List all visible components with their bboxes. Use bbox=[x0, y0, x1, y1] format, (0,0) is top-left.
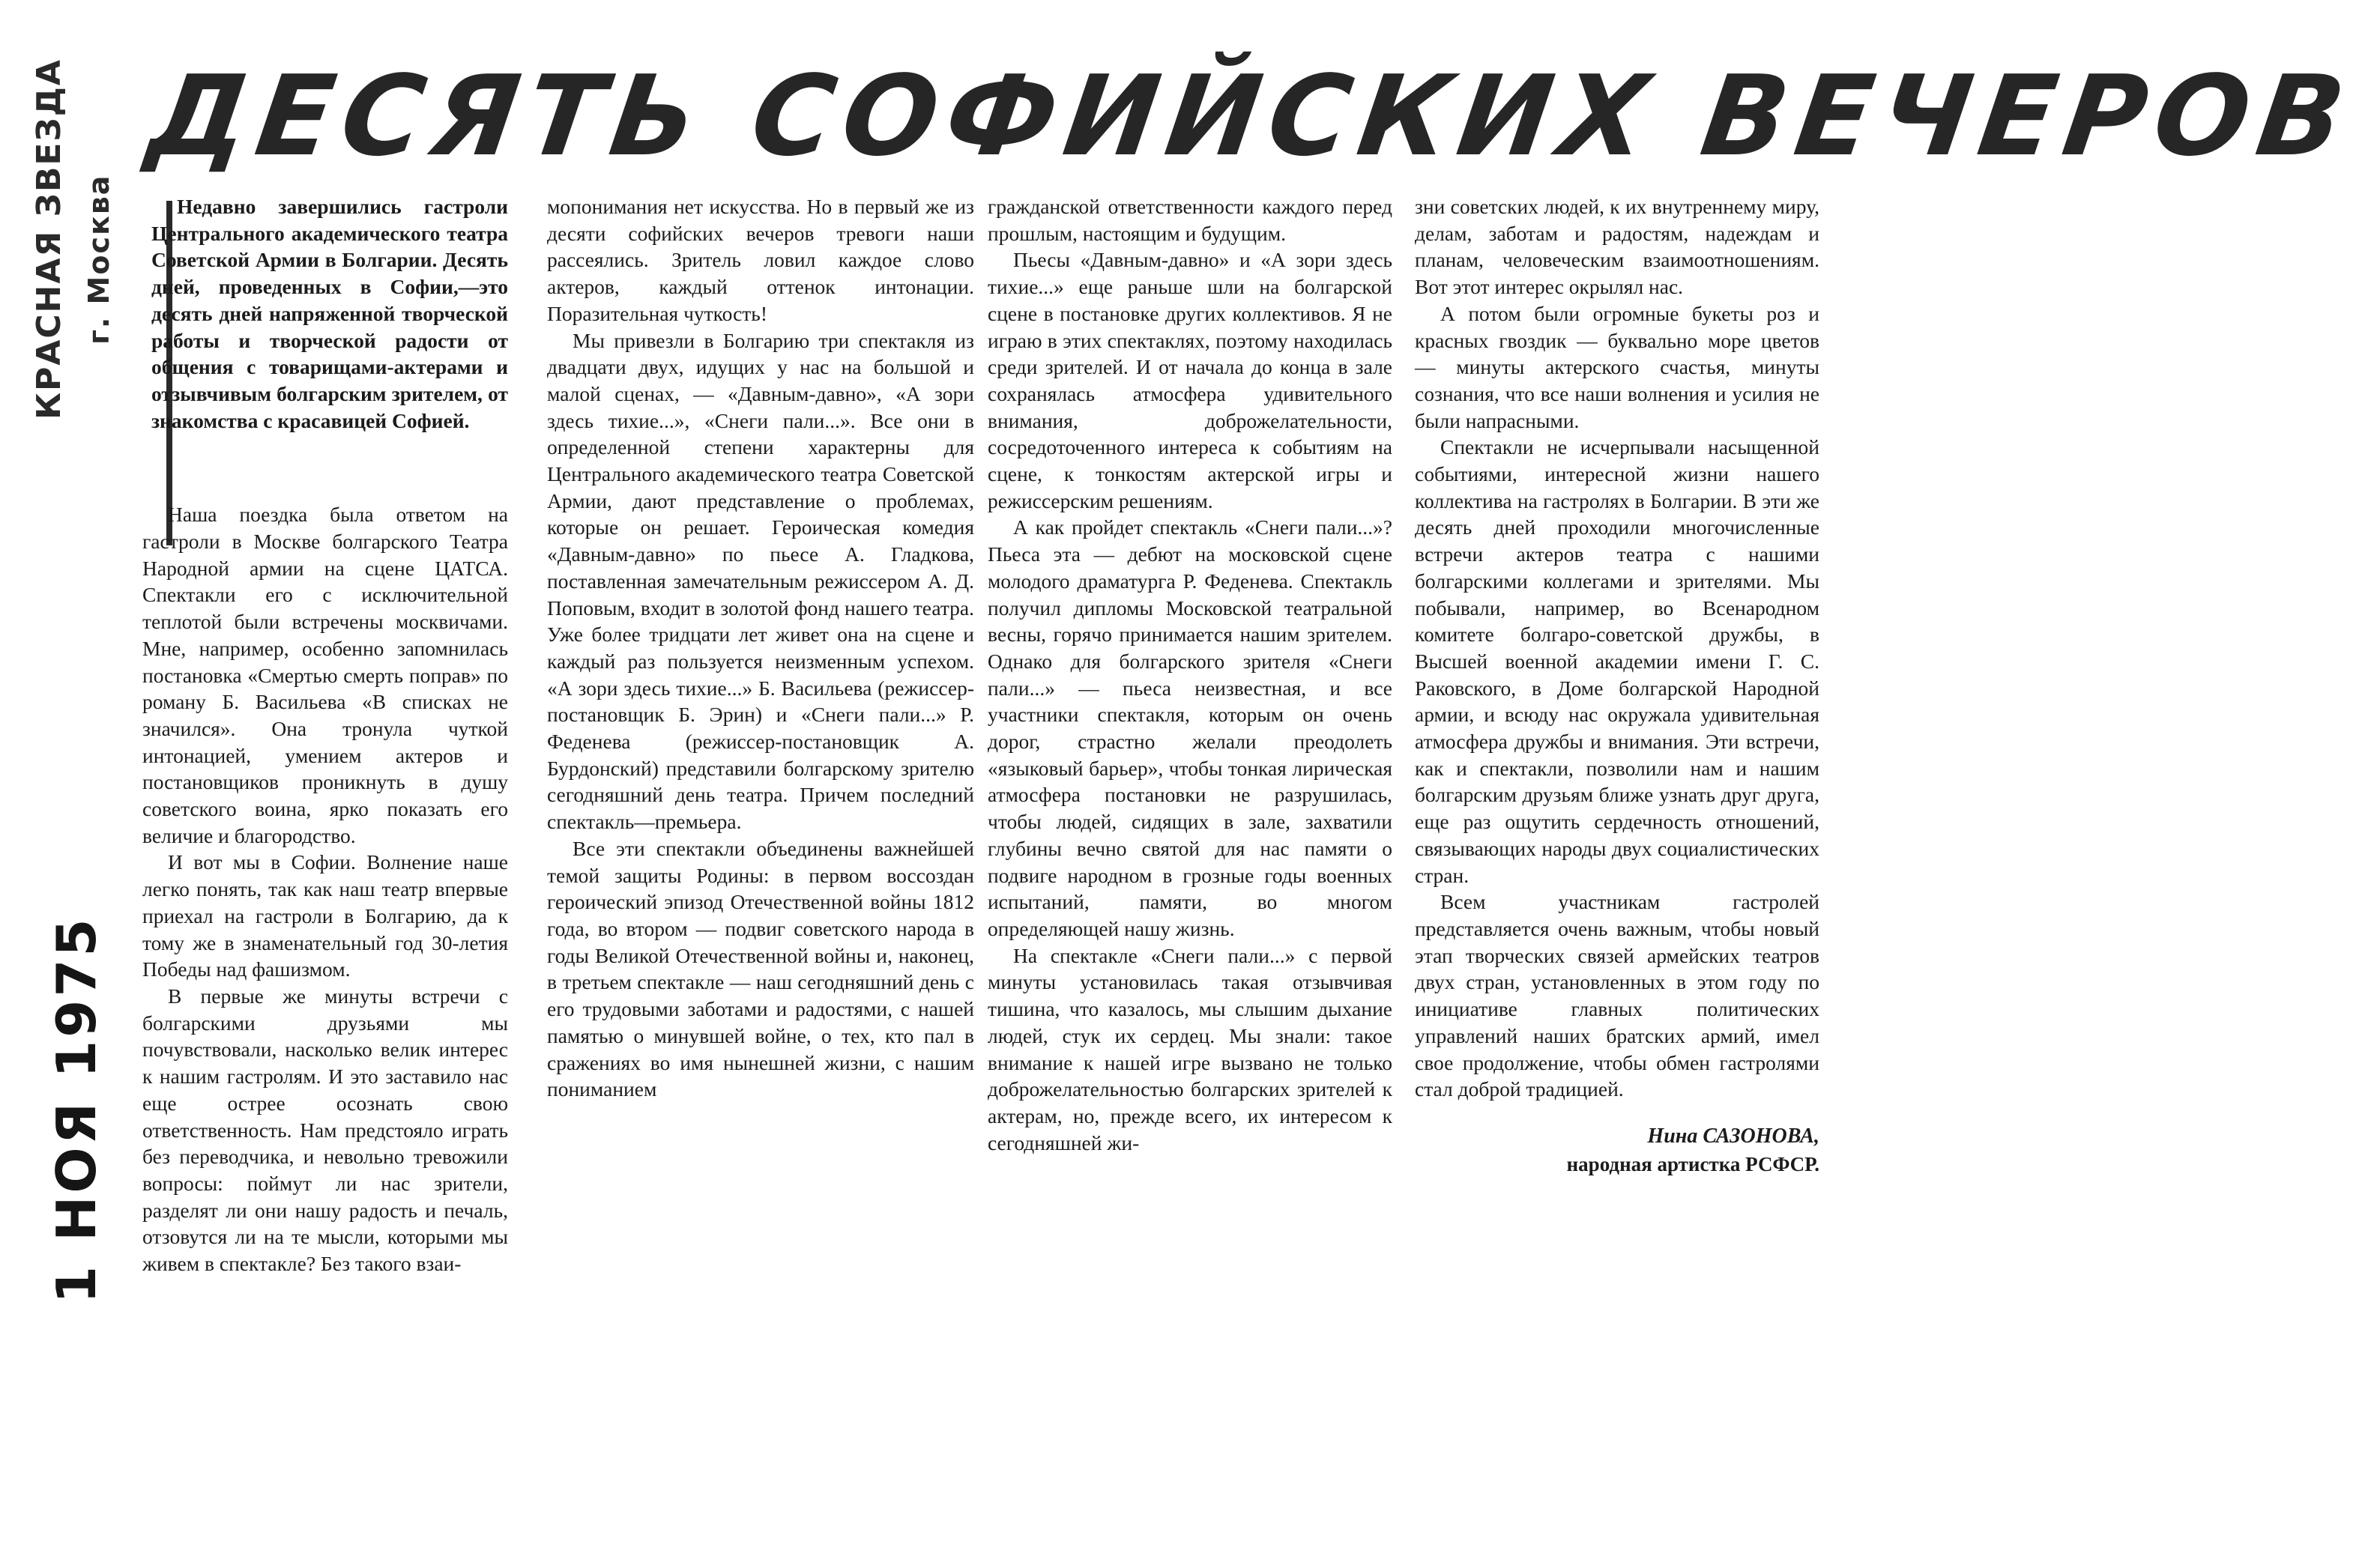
date-stamp: 1 НОЯ 1975 bbox=[45, 915, 108, 1304]
paragraph: Наша поездка была ответом на гастроли в Москве болгарского Театра Народной армии на сцене ЦАТСА. Спектакли его с исключительной теплотой были встречены москвичами. Мне, например, особенно запомнилась постановка «Смертью смерть поправ» по роману Б. Васильева «В списках не значился». Она тронула чуткой интонацией, умением актеров и постановщиков проникнуть в душу советского воина, ярко показать его величие и благородство. bbox=[142, 503, 508, 847]
paragraph: Всем участникам гастролей представляется очень важным, чтобы новый этап творческих связей армейских театров двух стран, установленных в этом году по инициативе главных политических управлений наших братских армий, имел свое продолжение, чтобы обмен гастролями стал доброй традицией. bbox=[1415, 890, 1819, 1101]
paragraph: А потом были огромные букеты роз и красных гвоздик — буквально море цветов — минуты актерского счастья, минуты сознания, что все наши волнения и усилия не были напрасными. bbox=[1415, 301, 1819, 432]
author-title: народная артистка РСФСР. bbox=[1566, 1152, 1819, 1175]
paragraph: гражданской ответственности каждого перед прошлым, настоящим и будущим. bbox=[988, 195, 1392, 245]
article-column-1 bbox=[142, 193, 508, 1497]
author-signature bbox=[1415, 1122, 1819, 1178]
paragraph: А как пройдет спектакль «Снеги пали...»? Пьеса эта — дебют на московской сцене молодого драматурга Р. Феденева. Спектакль получил дипломы Московской театральной весны, горячо принимается нашим зрителем. Однако для болгарского зрителя «Снеги пали...» — пьеса неизвестная, и все участники спектакля, которым он очень дорог, страстно желали преодолеть «языковый барьер», чтобы тонкая лирическая атмосфера постановки не разрушилась, чтобы людей, сидящих в зале, захватили глубины вечно святой для нас памяти о подвиге народном в грозные годы военных испытаний, памяти, во многом определяющей нашу жизнь. bbox=[988, 515, 1392, 940]
paragraph: Спектакли не исчерпывали насыщенной событиями, интересной жизни нашего коллектива на гастролях в Болгарии. В эти же десять дней проходили многочисленные встречи актеров театра с нашими болгарскими коллегами и зрителями. Мы побывали, например, во Всенародном комитете болгаро-советской дружбы, в Высшей военной академии имени Г. С. Раковского, в Доме болгарской Народной армии, и всюду нас окружала удивительная атмосфера дружбы и внимания. Эти встречи, как и спектакли, позволили нам и нашим болгарским друзьям ближе узнать друг друга, еще раз ощутить сердечность отношений, связывающих народы двух социалистических стран. bbox=[1415, 435, 1819, 887]
newspaper-name-stamp: КРАСНАЯ ЗВЕЗДА bbox=[30, 58, 68, 420]
paragraph: Пьесы «Давным-давно» и «А зори здесь тихие...» еще раньше шли на болгарской сцене в постановке других коллективов. Я не играю в этих спектаклях, поэтому находилась среди зрителей. И от начала до конца в зале сохранялась атмосфера удивительного внимания, доброжелательности, сосредоточенного интереса к событиям на сцене, к тонкостям актерской игры и режиссерским решениям. bbox=[988, 248, 1392, 512]
article-column-4 bbox=[1415, 193, 1819, 1497]
paragraph: И вот мы в Софии. Волнение наше легко понять, так как наш театр впервые приехал на гастроли в Болгарию, да к тому же в знаменательный год 30-летия Победы над фашизмом. bbox=[142, 850, 508, 981]
paragraph: зни советских людей, к их внутреннему миру, делам, заботам и радостям, надеждам и планам, человеческим взаимоотношениям. Вот этот интерес окрылял нас. bbox=[1415, 195, 1819, 299]
paragraph: Мы привезли в Болгарию три спектакля из двадцати двух, идущих у нас на большой и малой сценах, — «Давным-давно», «А зори здесь тихие...», «Снеги пали...». Все они в определенной степени характерны для Центрального академического театра Советской Армии, дают представление о проблемах, которые он решает. Героическая комедия «Давным-давно» по пьесе А. Гладкова, поставленная замечательным режиссером А. Д. Поповым, входит в золотой фонд нашего театра. Уже более тридцати лет живет она на сцене и каждый раз пользуется неизменным успехом. «А зори здесь тихие...» Б. Васильева (режиссер-постановщик Б. Эрин) и «Снеги пали...» Р. Феденева (режиссер-постановщик А. Бурдонский) представили болгарскому зрителю сегодняшний день театра. Причем последний спектакль—премьера. bbox=[547, 328, 974, 834]
paragraph: В первые же минуты встречи с болгарскими друзьями мы почувствовали, насколько велик интерес к нашим гастролям. И это заставило нас еще острее осознать свою ответственность. Нам предстояло играть без переводчика, и невольно тревожили вопросы: поймут ли нас зрители, разделят ли они нашу радость и печаль, отзовутся ли на те мысли, которыми мы живем в спектакле? Без такого взаи- bbox=[142, 984, 508, 1276]
lead-paragraph: Недавно завершились гастроли Центрального академического театра Советской Армии в Болгарии. Десять дней, проведенных в Софии,—это десять дней напряженной творческой работы и творческой радости от общения с товарищами-актерами и отзывчивым болгарским зрителем, от знакомства с красавицей Софией. bbox=[151, 195, 508, 432]
paragraph: Все эти спектакли объединены важнейшей темой защиты Родины: в первом воссоздан героический эпизод Отечественной войны 1812 года, во втором — подвиг советского народа в годы Великой Отечественной войны и, наконец, в третьем спектакле — наш сегодняшний день с его трудовыми заботами и радостями, с нашей памятью о минувшей войне, о тех, кто пал в сражениях во имя нынешней жизни, с нашим пониманием bbox=[547, 836, 974, 1101]
paragraph: На спектакле «Снеги пали...» с первой минуты установилась такая отзывчивая тишина, что казалось, мы слышим дыхание людей, стук их сердец. Мы знали: такое внимание к нашей игре вызвано не только доброжелательностью болгарских зрителей к актерам, но, прежде всего, их интересом к сегодняшней жи- bbox=[988, 943, 1392, 1154]
article-column-2 bbox=[547, 193, 974, 1497]
paragraph: мопонимания нет искусства. Но в первый же из десяти софийских вечеров тревоги наши рассеялись. Зритель ловил каждое слово актеров, каждый оттенок интонации. Поразительная чуткость! bbox=[547, 195, 974, 325]
author-name: Нина САЗОНОВА, bbox=[1647, 1124, 1819, 1148]
article-column-3 bbox=[988, 193, 1392, 1497]
headline: ДЕСЯТЬ СОФИЙСКИХ ВЕЧЕРОВ bbox=[140, 52, 2361, 181]
city-stamp: г. Москва bbox=[82, 174, 115, 345]
